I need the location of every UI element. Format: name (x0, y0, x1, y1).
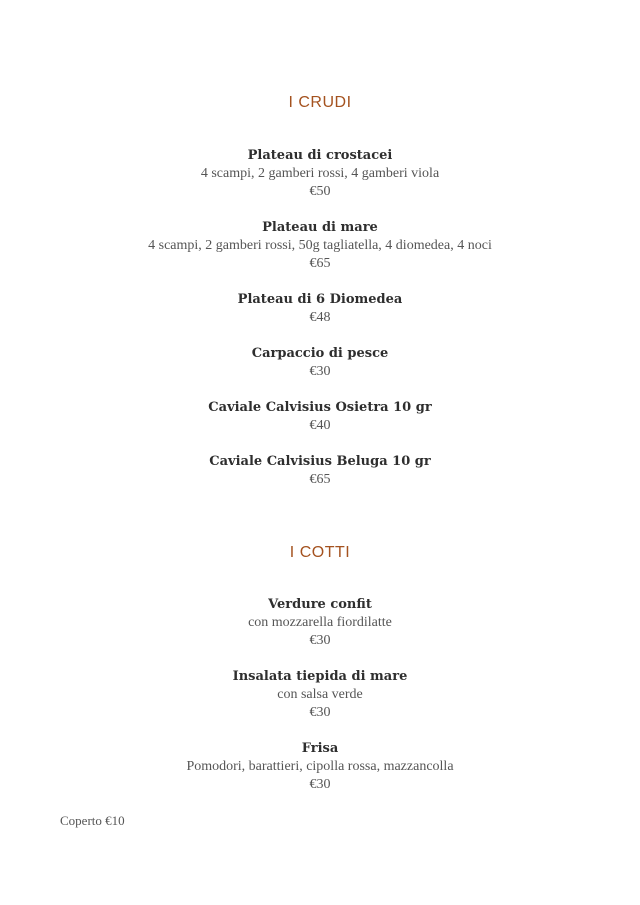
item-price: €30 (309, 705, 331, 720)
item-price: €65 (309, 256, 331, 271)
item-description: con mozzarella fiordilatte (248, 615, 392, 630)
item-price: €30 (309, 633, 331, 648)
menu-item-caviale-beluga (0, 453, 640, 489)
item-price: €48 (309, 310, 331, 325)
menu-item-caviale-osietra (0, 399, 640, 435)
item-description: con salsa verde (277, 687, 363, 702)
item-price: €30 (309, 777, 331, 792)
item-description: 4 scampi, 2 gamberi rossi, 4 gamberi viola (200, 166, 440, 181)
item-description: 4 scampi, 2 gamberi rossi, 50g tagliatella, 4 diomedea, 4 noci (148, 238, 492, 253)
coperto-note: Coperto €10 (60, 813, 125, 828)
item-price: €65 (309, 472, 331, 487)
item-name: Plateau di 6 Diomedea (237, 292, 403, 307)
item-description: Pomodori, barattieri, cipolla rossa, mazzancolla (186, 759, 454, 774)
item-name: Plateau di mare (262, 220, 378, 235)
menu-item-verdure-confit (0, 596, 640, 650)
item-name: Frisa (301, 741, 339, 756)
item-price: €50 (309, 184, 331, 199)
item-name: Caviale Calvisius Beluga 10 gr (209, 454, 431, 469)
menu-item-carpaccio (0, 345, 640, 381)
item-price: €40 (309, 418, 331, 433)
menu-item-plateau-diomedea (0, 291, 640, 327)
item-name: Insalata tiepida di mare (232, 669, 408, 684)
item-name: Verdure confit (268, 597, 372, 612)
menu-item-insalata-tiepida (0, 668, 640, 722)
item-price: €30 (309, 364, 331, 379)
menu-item-plateau-crostacei (0, 147, 640, 201)
section-title-crudi: I CRUDI (288, 94, 352, 111)
section-title-cotti: I COTTI (289, 544, 351, 561)
menu-item-frisa (0, 740, 640, 794)
item-name: Caviale Calvisius Osietra 10 gr (208, 400, 432, 415)
menu-item-plateau-mare (0, 219, 640, 273)
item-name: Plateau di crostacei (247, 148, 393, 163)
item-name: Carpaccio di pesce (251, 346, 389, 361)
